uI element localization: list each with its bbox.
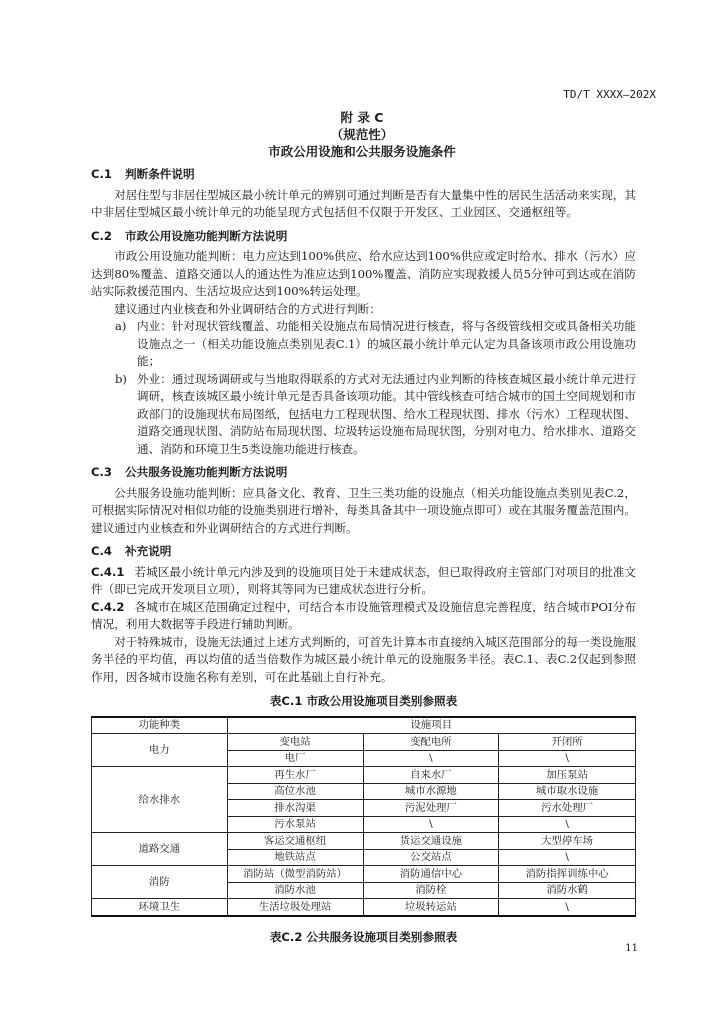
list-item-label: b) xyxy=(115,371,127,386)
table-cell: 消防水池 xyxy=(227,882,363,899)
section-number: C.3 xyxy=(91,465,112,479)
section-c2-paragraph-2: 建议通过内业核查和外业调研结合的方式进行判断： xyxy=(114,301,381,316)
section-number: C.2 xyxy=(91,228,112,243)
section-c4-heading xyxy=(91,543,636,561)
section-title: 判断条件说明 xyxy=(125,167,195,181)
table-cell: 客运交通枢纽 xyxy=(227,833,363,850)
appendix-heading xyxy=(0,109,724,160)
category-cell: 电力 xyxy=(92,734,228,767)
subsection-text: 若城区最小统计单元内涉及到的设施项目处于未建成状态，但已取得政府主管部门对项目的批准文件（即已完成开发项目立项），则将其等同为已建成状态进行分析。 xyxy=(91,564,636,596)
section-title: 补充说明 xyxy=(125,544,172,558)
section-c3-heading xyxy=(91,464,636,482)
table-cell: \ xyxy=(499,899,636,916)
table-cell: 污水泵站 xyxy=(227,816,363,833)
section-c1-heading xyxy=(91,166,636,184)
table-cell: 自来水厂 xyxy=(363,767,499,784)
table-cell: 生活垃圾处理站 xyxy=(227,899,363,916)
table-cell: 公交站点 xyxy=(363,849,499,866)
table-cell: \ xyxy=(499,816,636,833)
table-cell: 污水处理厂 xyxy=(499,800,636,817)
table-cell: 污泥处理厂 xyxy=(363,800,499,817)
table-header-cell: 功能种类 xyxy=(92,717,228,734)
section-c2-heading xyxy=(91,228,636,246)
table-cell: 消防站（微型消防站） xyxy=(227,866,363,883)
section-title: 市政公用设施功能判断方法说明 xyxy=(125,228,288,243)
table-cell: 消防栓 xyxy=(363,882,499,899)
table-cell: \ xyxy=(363,816,499,833)
table-row xyxy=(92,734,636,751)
table-cell: 开闭所 xyxy=(499,734,636,751)
table-cell: 再生水厂 xyxy=(227,767,363,784)
appendix-label: 附 录 C xyxy=(340,110,384,125)
table-row xyxy=(92,833,636,850)
standard-number: TD/T XXXX—202X xyxy=(563,88,656,101)
document-body xyxy=(91,164,636,951)
section-c1-paragraph: 对居住型与非居住型城区最小统计单元的辨别可通过判断是否有大量集中性的居民生活活动来实现，其中非居住型城区最小统计单元的功能呈现方式包括但不仅限于开发区、工业园区、交通枢纽等。 xyxy=(91,187,636,219)
table-row xyxy=(92,866,636,883)
table-cell: 城市取水设施 xyxy=(499,783,636,800)
list-item-label: a) xyxy=(115,319,127,333)
table-cell: 电厂 xyxy=(227,750,363,767)
category-cell: 给水排水 xyxy=(92,767,228,833)
appendix-title: 市政公用设施和公共服务设施条件 xyxy=(268,144,456,159)
table-cell: 高位水池 xyxy=(227,783,363,800)
table-cell: 消防指挥训练中心 xyxy=(499,866,636,883)
list-item xyxy=(91,318,636,371)
table-cell: 消防通信中心 xyxy=(363,866,499,883)
subsection-c4-2 xyxy=(91,599,636,634)
subsection-number: C.4.2 xyxy=(91,599,125,614)
table-row xyxy=(92,767,636,784)
table-c1-caption: 表C.1 市政公用设施项目类别参照表 xyxy=(269,694,458,708)
table-c2-caption: 表C.2 公共服务设施项目类别参照表 xyxy=(269,929,458,944)
table-cell: 大型停车场 xyxy=(499,833,636,850)
table-header-cell: 设施项目 xyxy=(227,717,635,734)
category-cell: 环境卫生 xyxy=(92,899,228,916)
category-cell: 消防 xyxy=(92,866,228,899)
table-c1 xyxy=(91,716,636,917)
list-item xyxy=(91,371,636,459)
table-cell: 垃圾转运站 xyxy=(363,899,499,916)
table-cell: 变电站 xyxy=(227,734,363,751)
table-cell: 货运交通设施 xyxy=(363,833,499,850)
subsection-number: C.4.1 xyxy=(91,564,125,579)
section-c4-paragraph: 对于特殊城市，设施无法通过上述方式判断的，可首先计算本市直接纳入城区范围部分的每一类设施服务半径的平均值，再以均值的适当倍数作为城区最小统计单元的设施服务半径。表C.1、表C.2仅起到参照作用，因各城市设施名称有差别，可在此基础上自行补充。 xyxy=(91,634,636,684)
table-cell: 城市水源地 xyxy=(363,783,499,800)
table-cell: 排水沟渠 xyxy=(227,800,363,817)
table-cell: 消防水鹤 xyxy=(499,882,636,899)
section-title: 公共服务设施功能判断方法说明 xyxy=(125,465,288,479)
appendix-nature: （规范性） xyxy=(330,127,394,142)
table-cell: 加压泵站 xyxy=(499,767,636,784)
page-number: 11 xyxy=(625,943,638,954)
section-number: C.1 xyxy=(91,167,112,181)
table-cell: 变配电所 xyxy=(363,734,499,751)
section-number: C.4 xyxy=(91,544,112,558)
table-row xyxy=(92,899,636,916)
subsection-text: 各城市在城区范围确定过程中，可结合本市设施管理模式及设施信息完善程度，结合城市POI分布情况，利用大数据等手段进行辅助判断。 xyxy=(91,599,636,631)
section-c2-paragraph-1: 市政公用设施功能判断：电力应达到100%供应、给水应达到100%供应或定时给水、排水（污水）应达到80%覆盖、道路交通以人的通达性为准应达到100%覆盖、消防应实现救援人员5分钟可到达或在消防站实际救援范围内、生活垃圾应达到100%转运处理。 xyxy=(91,249,636,298)
section-c3-paragraph: 公共服务设施功能判断：应具备文化、教育、卫生三类功能的设施点（相关功能设施点类别见表C.2，可根据实际情况对相似功能的设施类别进行增补，每类具备其中一项设施点即可）或在其服务覆盖范围内。建议通过内业核查和外业调研结合的方式进行判断。 xyxy=(91,485,636,535)
subsection-c4-1 xyxy=(91,564,636,599)
table-cell: \ xyxy=(363,750,499,767)
list-item-text: 外业：通过现场调研或与当地取得联系的方式对无法通过内业判断的待核查城区最小统计单元进行调研，核查该城区最小统计单元是否具备该项功能。其中管线核查可结合城市的国土空间规划和市政部门的设施现状布局图纸，包括电力工程现状图、给水工程现状图、排水（污水）工程现状图、道路交通现状图、消防站布局现状图、垃圾转运设施布局现状图，分别对电力、给水排水、道路交通、消防和环境卫生5类设施功能进行核查。 xyxy=(137,371,636,456)
table-cell: 地铁站点 xyxy=(227,849,363,866)
category-cell: 道路交通 xyxy=(92,833,228,866)
table-cell: \ xyxy=(499,849,636,866)
table-header-row xyxy=(92,717,636,734)
table-cell: \ xyxy=(499,750,636,767)
list-item-text: 内业：针对现状管线覆盖、功能相关设施点布局情况进行核查，将与各级管线相交或具备相关功能设施点之一（相关功能设施点类别见表C.1）的城区最小统计单元认定为具备该项市政公用设施功能； xyxy=(137,319,636,368)
